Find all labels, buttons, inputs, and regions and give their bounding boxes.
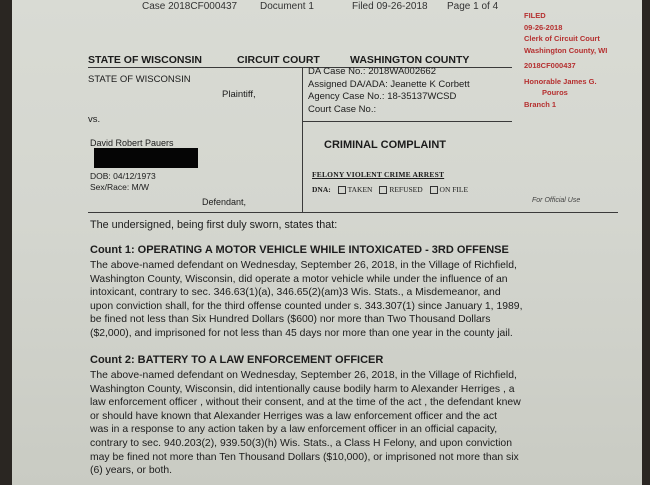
count-1-line: The above-named defendant on Wednesday, September 26, 2018, in the Village of Richfield, <box>90 260 517 271</box>
count-1-line: upon conviction shall, for the third offense counted under s. 343.307(1) since January 1, 1989, <box>90 300 523 312</box>
defendant-name: David Robert Pauers <box>90 138 174 148</box>
caption-court: CIRCUIT COURT <box>237 54 320 66</box>
count-2-line: contrary to sec. 940.203(2), 939.50(3)(h) Wis. Stats., a Class H Felony, and upon conviction <box>90 437 512 449</box>
agency-case-number: Agency Case No.: 18-35137WCSD <box>308 91 457 102</box>
header-document: Document 1 <box>260 1 314 12</box>
intro-statement: The undersigned, being first duly sworn, states that: <box>90 219 338 231</box>
complaint-document <box>12 0 642 485</box>
caption-state: STATE OF WISCONSIN <box>88 54 202 66</box>
header-page: Page 1 of 4 <box>447 1 499 12</box>
caption-county: WASHINGTON COUNTY <box>350 54 470 66</box>
court-case-number: Court Case No.: <box>308 103 377 115</box>
filed-stamp-line: Washington County, WI <box>524 45 608 55</box>
count-2-line: law enforcement officer , without their consent, and at the time of the act , the defendant knew <box>90 397 521 409</box>
filed-stamp <box>524 10 607 110</box>
dna-option-on-file: ON FILE <box>439 185 469 194</box>
count-2-line: or should have known that Alexander Herriges was a law enforcement officer and the act <box>90 410 498 422</box>
da-case-number: DA Case No.: 2018WA002662 <box>308 66 436 77</box>
count-1-text <box>90 259 610 341</box>
defendant-dob: DOB: 04/12/1973 <box>90 171 156 181</box>
count-2-heading: Count 2: BATTERY TO A LAW ENFORCEMENT OFFICER <box>90 354 384 366</box>
caption-divider <box>302 67 303 212</box>
case-info-rule <box>302 121 512 122</box>
count-1-line: Washington County, Wisconsin, did operate a motor vehicle while under the influence of an <box>90 273 508 285</box>
count-2-line: (6) years, or both. <box>90 465 173 477</box>
dna-status <box>312 185 468 194</box>
count-2-line: The above-named defendant on Wednesday, September 26, 2018, in the Village of Richfield, <box>90 370 517 381</box>
count-2-line: may be fined not more than Ten Thousand Dollars ($10,000), or imprisoned not more than six <box>90 451 519 463</box>
dna-refused-checkbox <box>379 186 387 194</box>
complaint-title: CRIMINAL COMPLAINT <box>324 139 447 151</box>
filed-stamp-case: 2018CF000437 <box>524 61 576 70</box>
filed-stamp-judge: Pouros <box>542 88 568 97</box>
count-2-line: Washington County, Wisconsin, did intentionally cause bodily harm to Alexander Herriges , a <box>90 383 515 395</box>
versus: vs. <box>88 114 101 125</box>
count-1-line: be fined not less than Six Hundred Dollars ($600) nor more than Two Thousand Dollars <box>90 314 491 326</box>
dna-option-taken: TAKEN <box>347 185 373 194</box>
dna-option-refused: REFUSED <box>389 185 423 194</box>
filed-stamp-judge: Honorable James G. <box>524 76 597 86</box>
count-1-heading: Count 1: OPERATING A MOTOR VEHICLE WHILE INTOXICATED - 3RD OFFENSE <box>90 244 509 256</box>
case-info <box>308 66 470 116</box>
plaintiff-name: STATE OF WISCONSIN <box>88 74 191 85</box>
filed-stamp-line: Clerk of Circuit Court <box>524 34 600 43</box>
defendant-sex-race: Sex/Race: M/W <box>90 182 150 192</box>
plaintiff-role: Plaintiff, <box>222 89 256 100</box>
arrest-type: FELONY VIOLENT CRIME ARREST <box>312 170 445 179</box>
count-1-line: ($2,000), and imprisoned for not less than 45 days nor more than one year in the county jail. <box>90 327 513 339</box>
header-filed-date: Filed 09-26-2018 <box>352 1 428 12</box>
dna-on-file-checkbox <box>430 186 438 194</box>
caption-bottom-rule <box>88 212 618 213</box>
dna-taken-checkbox <box>338 186 346 194</box>
count-2-text <box>90 369 610 478</box>
official-use-label: For Official Use <box>532 197 581 204</box>
filed-stamp-line: FILED <box>524 11 546 20</box>
redaction-block <box>94 148 198 168</box>
defendant-role: Defendant, <box>202 197 247 207</box>
count-1-line: intoxicant, contrary to sec. 346.63(1)(a), 346.65(2)(am)3 Wis. Stats., a Misdemeanor, and <box>90 287 501 299</box>
header-case: Case 2018CF000437 <box>142 1 238 12</box>
count-2-line: was in a response to any action taken by a law enforcement officer in an official capacity, <box>90 424 498 436</box>
filed-stamp-line: 09-26-2018 <box>524 22 563 32</box>
assigned-da: Assigned DA/ADA: Jeanette K Corbett <box>308 78 470 90</box>
filed-stamp-branch: Branch 1 <box>524 99 557 109</box>
dna-label: DNA: <box>312 185 331 194</box>
